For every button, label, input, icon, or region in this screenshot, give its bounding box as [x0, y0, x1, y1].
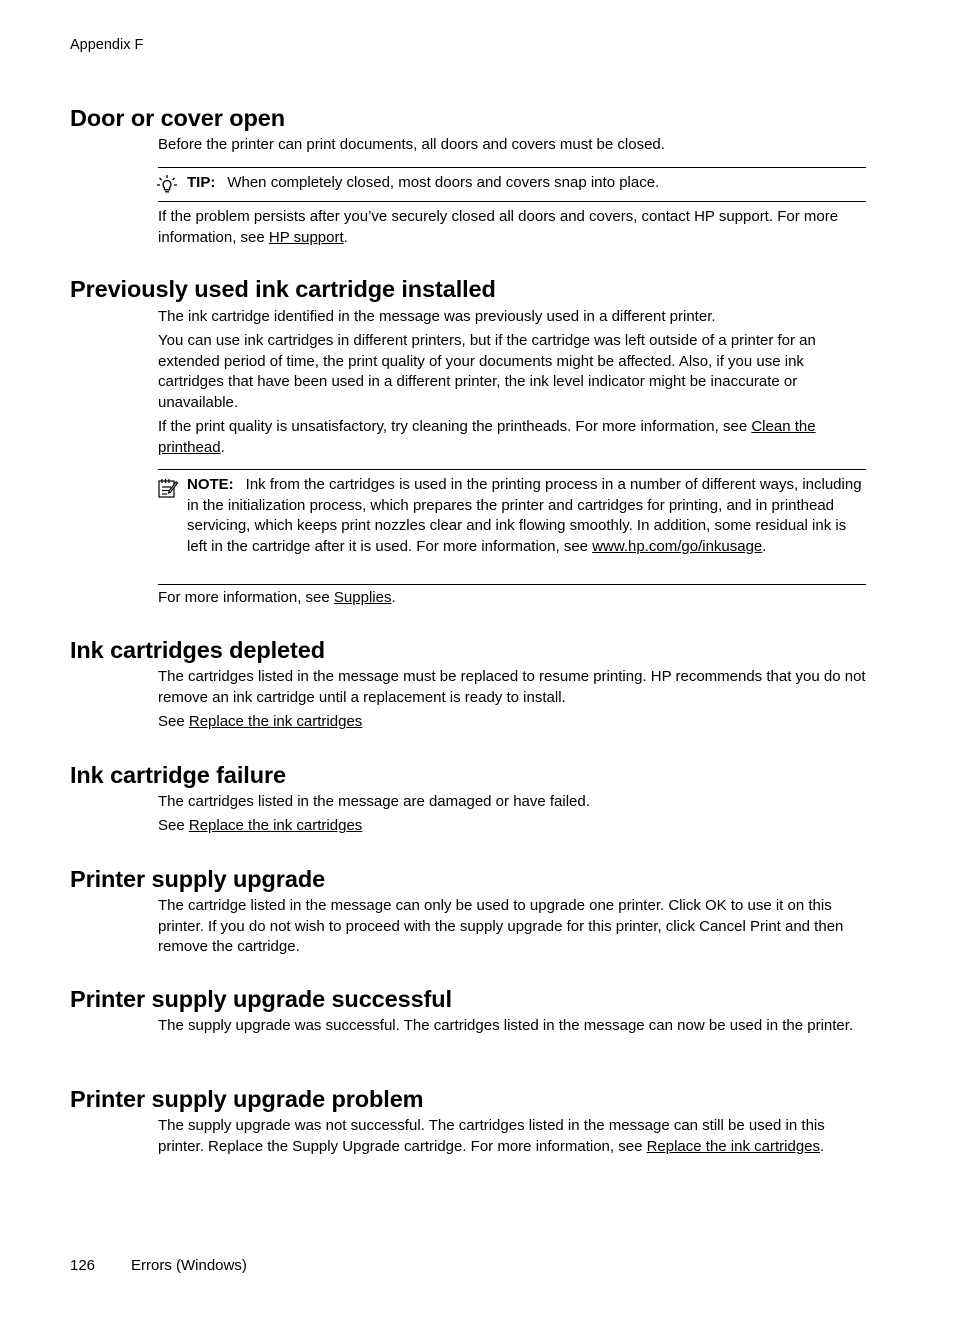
paragraph: [158, 207, 866, 248]
paragraph: The cartridge listed in the message can only be used to upgrade one printer. Click OK to use it on this printer. If you do not wish to proceed with the supply upgrade for this printer, click Cancel Print and then remove the cartridge.: [158, 897, 844, 955]
tip-top-rule: [158, 167, 866, 168]
running-head: Appendix F: [70, 37, 144, 53]
paragraph: [158, 712, 866, 733]
paragraph-text: For more information, see: [158, 589, 334, 606]
note-bottom-rule: [158, 584, 866, 585]
paragraph-text: .: [220, 438, 225, 456]
section-title-supply-upgrade-problem: Printer supply upgrade problem: [70, 1086, 424, 1112]
link-replace-ink-cartridges[interactable]: Replace the ink cartridges: [188, 713, 363, 730]
paragraph-text: .: [343, 228, 348, 246]
section-title-ink-cartridge-failure: Ink cartridge failure: [70, 762, 286, 788]
tip-text: When completely closed, most doors and covers snap into place.: [227, 174, 660, 191]
footer-section-name: Errors (Windows): [131, 1257, 247, 1274]
paragraph-text: If the print quality is unsatisfactory, try cleaning the printheads. For more information, see: [158, 418, 752, 435]
section-title-previously-used-cartridge: Previously used ink cartridge installed: [70, 276, 496, 302]
note-label: NOTE:: [187, 476, 234, 493]
paragraph-text: See: [158, 817, 189, 834]
paragraph-text: See: [158, 713, 189, 730]
paragraph-text: .: [391, 589, 396, 606]
section-title-ink-cartridges-depleted: Ink cartridges depleted: [70, 637, 325, 663]
link-inkusage[interactable]: www.hp.com/go/inkusage: [592, 537, 763, 555]
lightbulb-tip-icon: [156, 174, 178, 196]
link-supplies[interactable]: Supplies: [333, 589, 392, 606]
paragraph: [158, 816, 866, 837]
section-title-printer-supply-upgrade: Printer supply upgrade: [70, 866, 326, 892]
paragraph: [158, 417, 866, 458]
paragraph-text: The supply upgrade was not successful. The cartridges listed in the message can still be used in this printer. Replace the Supply Upgrade cartridge. For more information, see: [158, 1117, 825, 1155]
paragraph: [158, 588, 866, 609]
note-top-rule: [158, 469, 866, 470]
paragraph: The cartridges listed in the message are damaged or have failed.: [158, 793, 590, 810]
paragraph-text: .: [820, 1137, 825, 1155]
tip-callout: [187, 173, 865, 194]
paragraph: The ink cartridge identified in the message was previously used in a different printer.: [158, 308, 716, 325]
tip-bottom-rule: [158, 201, 866, 202]
page-number: 126: [70, 1257, 96, 1274]
link-clean-the-printhead[interactable]: Clean the printhead: [158, 418, 816, 456]
note-callout: [187, 475, 865, 557]
paragraph-text: If the problem persists after you’ve securely closed all doors and covers, contact HP support. For more information, see: [158, 208, 839, 246]
note-text: Ink from the cartridges is used in the printing process in a number of different ways, including in the initialization process, which prepares the printer and cartridges for printing, and in printhead servicing, which keeps print nozzles clear and ink flowing smoothly. In addition, some residual ink is left in the cartridge after it is used. For more information, see: [187, 476, 862, 555]
paragraph: Before the printer can print documents, all doors and covers must be closed.: [158, 136, 665, 153]
paragraph: You can use ink cartridges in different printers, but if the cartridge was left outside of a printer for an extended period of time, the print quality of your documents might be affected. Also, if you use ink cartridges that have been used in a different printer, the ink level indicator might be inaccurate or unavailable.: [158, 332, 816, 411]
link-hp-support[interactable]: HP support: [268, 228, 344, 246]
tip-label: TIP:: [187, 174, 216, 191]
paragraph: The supply upgrade was successful. The cartridges listed in the message can now be used in the printer.: [158, 1017, 854, 1034]
section-title-supply-upgrade-successful: Printer supply upgrade successful: [70, 986, 452, 1012]
notepad-note-icon: [157, 477, 179, 499]
note-text: .: [762, 537, 767, 555]
paragraph: The cartridges listed in the message must be replaced to resume printing. HP recommends that you do not remove an ink cartridge until a replacement is ready to install.: [158, 668, 866, 706]
section-title-door-cover-open: Door or cover open: [70, 105, 285, 131]
paragraph: [158, 1116, 866, 1157]
link-replace-ink-cartridges[interactable]: Replace the ink cartridges: [646, 1137, 821, 1155]
link-replace-ink-cartridges[interactable]: Replace the ink cartridges: [188, 817, 363, 834]
